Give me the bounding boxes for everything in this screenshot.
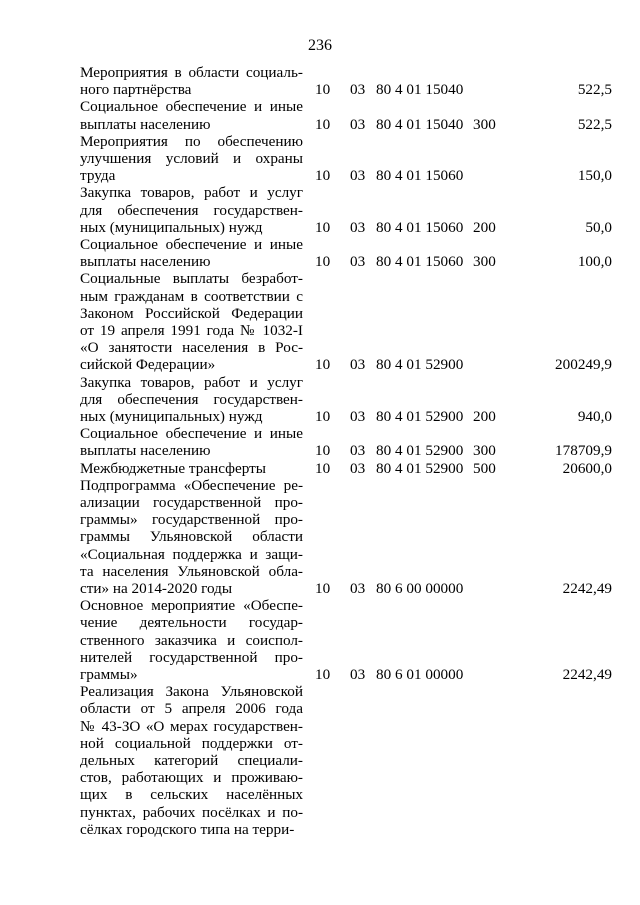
description-line: Закупка товаров, работ и услуг [80, 373, 303, 391]
table-row [80, 477, 612, 597]
subsection-code: 03 [350, 666, 366, 684]
description-line: выплаты населению [80, 253, 211, 271]
expense-type-code: 200 [473, 408, 496, 426]
amount-value: 522,5 [577, 81, 612, 99]
amount-value: 100,0 [577, 253, 612, 271]
description-line: Законом Российской Федерации [80, 304, 303, 322]
description-line: сийской Федерации» [80, 356, 216, 374]
row-codes [80, 167, 612, 184]
target-article-code: 80 4 01 52900 [376, 356, 464, 374]
target-article-code: 80 4 01 52900 [376, 408, 464, 426]
section-code: 10 [315, 356, 331, 374]
target-article-code: 80 4 01 15040 [376, 115, 464, 133]
row-codes [80, 219, 612, 236]
expense-type-code: 500 [473, 459, 496, 477]
row-codes [80, 116, 612, 133]
description-line: ализации государственной про- [80, 494, 303, 511]
description-line: ственного заказчика и соиспол- [80, 631, 303, 649]
table-row [80, 270, 612, 373]
subsection-code: 03 [350, 580, 366, 598]
description-line: стов, работающих и проживаю- [80, 769, 303, 787]
subsection-code: 03 [350, 81, 366, 99]
table-row [80, 597, 612, 683]
table-row [80, 184, 612, 236]
description-line: щих в сельских населённых [80, 786, 303, 804]
description-line: ных (муниципальных) нужд [80, 218, 263, 236]
amount-value: 940,0 [577, 408, 612, 426]
description-line: труда [80, 167, 116, 185]
description-line: дельных категорий специали- [80, 752, 303, 769]
description-line: ного партнёрства [80, 81, 192, 99]
description-line: для обеспечения государствен- [80, 390, 303, 408]
row-codes [80, 356, 612, 373]
description-line: области от 5 апреля 2006 года [80, 700, 303, 718]
table-row [80, 64, 612, 98]
description-line: выплаты населению [80, 115, 211, 133]
subsection-code: 03 [350, 253, 366, 271]
amount-value: 150,0 [577, 167, 612, 185]
description-line: ной социальной поддержки от- [80, 734, 303, 752]
amount-value: 522,5 [577, 115, 612, 133]
description-line: от 19 апреля 1991 года № 1032-I [80, 322, 303, 339]
description-line: чение деятельности государ- [80, 614, 303, 632]
subsection-code: 03 [350, 167, 366, 185]
row-codes [80, 666, 612, 683]
description-line: нителей государственной про- [80, 648, 303, 666]
description-line: Мероприятия по обеспечению [80, 132, 303, 150]
amount-value: 200249,9 [555, 356, 612, 374]
row-codes [80, 253, 612, 270]
description-line: Мероприятия в области социаль- [80, 64, 303, 81]
row-codes [80, 460, 612, 477]
page-number: 236 [308, 37, 332, 54]
table-row [80, 374, 612, 426]
section-code: 10 [315, 167, 331, 185]
target-article-code: 80 4 01 15060 [376, 167, 464, 185]
description-line: улучшения условий и охраны [80, 150, 303, 167]
target-article-code: 80 4 01 52900 [376, 459, 464, 477]
description-line: ных (муниципальных) нужд [80, 408, 263, 425]
section-code: 10 [315, 253, 331, 271]
description-line: Закупка товаров, работ и услуг [80, 184, 303, 202]
description-line: ным гражданам в соответствии с [80, 287, 303, 305]
description-line: «О занятости населения в Рос- [80, 339, 303, 357]
amount-value: 50,0 [585, 218, 612, 236]
target-article-code: 80 6 01 00000 [376, 666, 464, 684]
subsection-code: 03 [350, 115, 366, 133]
row-codes [80, 408, 612, 425]
subsection-code: 03 [350, 408, 366, 426]
description-line: сти» на 2014-2020 годы [80, 580, 233, 598]
expense-type-code: 200 [473, 218, 496, 236]
description-line: Подпрограмма «Обеспечение ре- [80, 476, 303, 494]
description-line: «Социальная поддержка и защи- [80, 545, 303, 563]
table-row [80, 236, 612, 270]
section-code: 10 [315, 580, 331, 598]
description-line: граммы» [80, 666, 138, 683]
target-article-code: 80 4 01 15060 [376, 253, 464, 271]
section-code: 10 [315, 459, 331, 477]
target-article-code: 80 4 01 15040 [376, 81, 464, 99]
section-code: 10 [315, 81, 331, 99]
row-codes [80, 81, 612, 98]
expense-type-code: 300 [473, 253, 496, 271]
table-row [80, 460, 612, 477]
table-row [80, 683, 612, 838]
description-line: граммы Ульяновской области [80, 528, 303, 546]
description-line: № 43-ЗО «О мерах государствен- [80, 717, 303, 735]
description-line: сёлках городского типа на терри- [80, 820, 295, 838]
description-line: Социальное обеспечение и иные [80, 98, 303, 116]
expense-type-code: 300 [473, 442, 496, 460]
description-line: Социальные выплаты безработ- [80, 270, 303, 288]
table-row [80, 98, 612, 132]
description-line: пунктах, рабочих посёлках и по- [80, 803, 303, 821]
description-line: Основное мероприятие «Обеспе- [80, 597, 303, 615]
description-line: выплаты населению [80, 442, 211, 460]
description-line: граммы» государственной про- [80, 511, 303, 529]
amount-value: 2242,49 [562, 666, 612, 684]
subsection-code: 03 [350, 459, 366, 477]
section-code: 10 [315, 218, 331, 236]
row-codes [80, 580, 612, 597]
description-line: Социальное обеспечение и иные [80, 425, 303, 443]
description-line: для обеспечения государствен- [80, 201, 303, 219]
description-line: Межбюджетные трансферты [80, 459, 266, 477]
section-code: 10 [315, 666, 331, 684]
target-article-code: 80 6 00 00000 [376, 580, 464, 598]
description-line: Реализация Закона Ульяновской [80, 683, 303, 701]
description-line: Социальное обеспечение и иные [80, 236, 303, 253]
table-row [80, 425, 612, 459]
section-code: 10 [315, 408, 331, 426]
table-row [80, 133, 612, 185]
subsection-code: 03 [350, 218, 366, 236]
row-codes [80, 442, 612, 459]
amount-value: 178709,9 [555, 442, 612, 460]
target-article-code: 80 4 01 15060 [376, 218, 464, 236]
amount-value: 20600,0 [562, 459, 612, 477]
subsection-code: 03 [350, 356, 366, 374]
section-code: 10 [315, 442, 331, 460]
expense-type-code: 300 [473, 115, 496, 133]
row-codes [80, 821, 612, 838]
subsection-code: 03 [350, 442, 366, 460]
section-code: 10 [315, 115, 331, 133]
amount-value: 2242,49 [562, 580, 612, 598]
target-article-code: 80 4 01 52900 [376, 442, 464, 460]
description-line: та населения Ульяновской обла- [80, 562, 303, 580]
row-description [80, 683, 303, 838]
